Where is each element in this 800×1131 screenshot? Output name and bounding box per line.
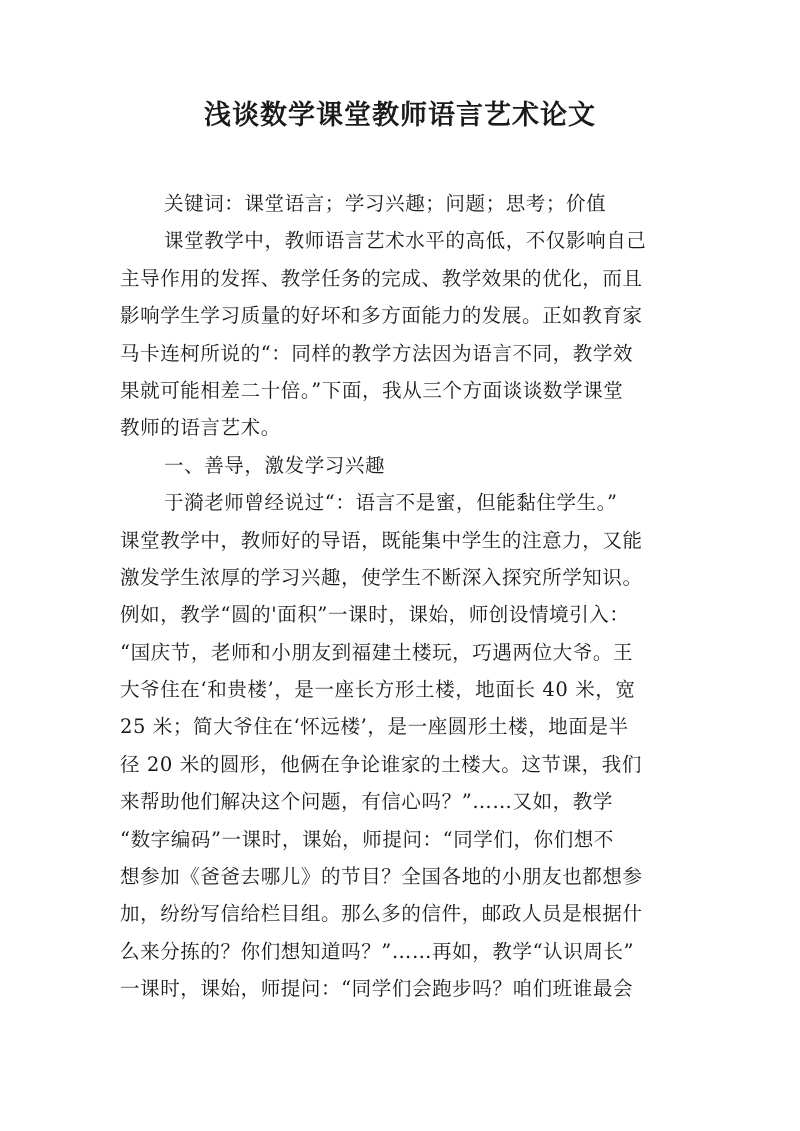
body-text-line: 想参加《爸爸去哪儿》的节目？全国各地的小朋友也都想参 [120, 865, 643, 889]
body-text-line: 加，纷纷写信给栏目组。那么多的信件，邮政人员是根据什 [120, 902, 643, 926]
body-text-line: 来帮助他们解决这个问题，有信心吗？”……又如，教学 [120, 790, 613, 814]
body-text-line: “数字编码”一课时，课始，师提问：“同学们，你们想不 [120, 827, 615, 851]
body-text-line: 主导作用的发挥、教学任务的完成、教学效果的优化，而且 [120, 266, 643, 290]
body-text-line: 一、善导，激发学习兴趣 [164, 453, 386, 477]
body-text-line: 课堂教学中，教师好的导语，既能集中学生的注意力，又能 [120, 528, 643, 552]
document-body [120, 185, 690, 1008]
body-text-line: 课堂教学中，教师语言艺术水平的高低，不仅影响自己 [164, 229, 647, 253]
body-text-line: 么来分拣的？你们想知道吗？”……再如，教学“认识周长” [120, 939, 635, 963]
body-text-line: 例如，教学“圆的'面积”一课时，课始，师创设情境引入： [120, 603, 630, 627]
body-text-line: 于漪老师曾经说过“：语言不是蜜，但能黏住学生。” [164, 491, 618, 515]
body-text-line: 影响学生学习质量的好坏和多方面能力的发展。正如教育家 [120, 304, 643, 328]
body-text-line: 果就可能相差二十倍。”下面，我从三个方面谈谈数学课堂 [120, 378, 624, 402]
document-title: 浅谈数学课堂教师语言艺术论文 [204, 100, 596, 131]
body-text-line: 马卡连柯所说的“：同样的教学方法因为语言不同，教学效 [120, 341, 634, 365]
body-text-line: 25 米；简大爷住在‘怀远楼’，是一座圆形土楼，地面是半 [120, 715, 629, 739]
body-text-line: 教师的语言艺术。 [120, 416, 281, 440]
body-text-line: 大爷住在‘和贵楼’，是一座长方形土楼，地面长 40 米，宽 [120, 678, 636, 702]
body-text-line: 径 20 米的圆形，他俩在争论谁家的土楼大。这节课，我们 [120, 752, 643, 776]
body-text-line: 激发学生浓厚的学习兴趣，使学生不断深入探究所学知识。 [120, 565, 643, 589]
body-text-line: 关键词：课堂语言；学习兴趣；问题；思考；价值 [164, 192, 607, 215]
body-text-line: “国庆节，老师和小朋友到福建土楼玩，巧遇两位大爷。王 [120, 640, 634, 664]
body-text-line: 一课时，课始，师提问：“同学们会跑步吗？咱们班谁最会 [120, 977, 634, 1001]
